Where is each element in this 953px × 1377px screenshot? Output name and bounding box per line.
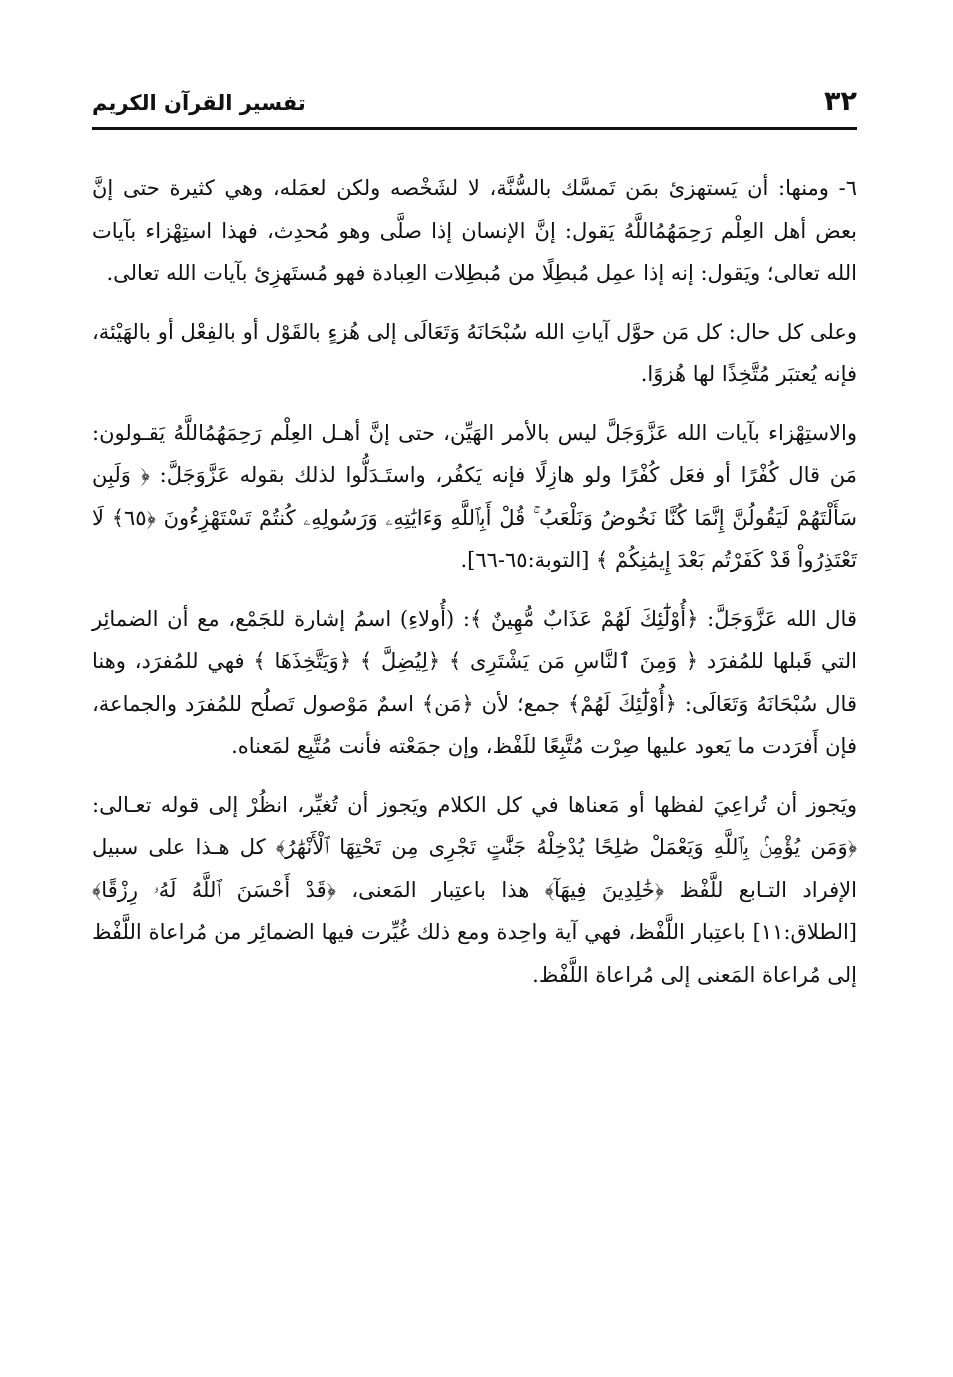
page-header [92, 84, 857, 130]
paragraph-spacer [92, 582, 857, 598]
page-body [92, 167, 857, 996]
paragraph-spacer [92, 396, 857, 412]
paragraph-3: والاستِهْزاء بآيات الله عَزَّوَجَلَّ ليس بالأمر الهَيِّن، حتى إنَّ أهـل العِلْم رَحِمَهُمُاللَّهُ يَقـولون: مَن قال كُفْرًا أو فعَل كُفْرًا ولو هازِلًا فإنه يَكفُر، واستَـدَلُّوا لذلك بقوله عَزَّوَجَلَّ: ﴿ وَلَبِن سَأَلْتَهُمْ لَيَقُولُنَّ إِنَّمَا كُنَّا نَخُوضُ وَنَلْعَبُ ۚ قُلْ أَبِٱللَّهِ وَءَايَٰتِهِۦ وَرَسُولِهِۦ كُنتُمْ تَسْتَهْزِءُونَ ﴿٦٥﴾ لَا تَعْتَذِرُواْ قَدْ كَفَرْتُم بَعْدَ إِيمَٰنِكُمْ ﴾ [التوبة:٦٥-٦٦]. [92, 420, 857, 572]
paragraph-1: ٦- ومنها: أن يَستهزئ بمَن تَمسَّك بالسُّنَّة، لا لشَخْصه ولكن لعمَله، وهي كثيرة حتى إنَّ بعض أهل العِلْم رَحِمَهُمُاللَّهُ يَقول: إنَّ الإنسان إذا صلَّى وهو مُحدِث، فهذا استِهْزاء بآيات الله تعالى؛ ويَقول: إنه إذا عمِل مُبطِلًا من مُبطِلات العِبادة فهو مُستَهزِئ بآيات الله تعالى. [92, 176, 857, 285]
paragraph-4: قال الله عَزَّوَجَلَّ: ﴿أُوْلَٰٓئِكَ لَهُمْ عَذَابٌ مُّهِينٌ ﴾: (أُولاءِ) اسمُ إشارة للجَمْع، مع أن الضمائِر التي قَبلها للمُفرَد ﴿ وَمِنَ ٱلنَّاسِ مَن يَشْتَرِى ﴾ ﴿لِيُضِلَّ ﴾ ﴿وَيَتَّخِذَهَا ﴾ فهي للمُفرَد، وهنا قال سُبْحَانَهُ وَتَعَالَى: ﴿أُوْلَٰٓئِكَ لَهُمْ﴾ جمع؛ لأن ﴿مَن﴾ اسمٌ مَوْصول تَصلُح للمُفرَد والجماعة، فإن أَفرَدت ما يَعود عليها صِرْت مُتَّبِعًا للَفْظ، وإن جمَعْته فأنت مُتَّبِع لمَعناه. [92, 606, 857, 758]
paragraph-spacer [92, 295, 857, 311]
book-title: تفسير القرآن الكريم [92, 91, 306, 115]
paragraph-2: وعلى كل حال: كل مَن حوَّل آياتِ الله سُبْحَانَهُ وَتَعَالَى إلى هُزءٍ بالقَوْل أو بالفِعْل أو بالهَيْئة، فإنه يُعتبَر مُتَّخِذًا لها هُزوًا. [92, 319, 857, 386]
paragraph-5: ويَجوز أن تُراعِيَ لفظها أو مَعناها في كل الكلام ويَجوز أن تُغيِّر، انظُرْ إلى قوله تعـالى: ﴿وَمَن يُؤْمِنۢ بِٱللَّهِ وَيَعْمَلْ صَٰلِحًا يُدْخِلْهُ جَنَّٰتٍ تَجْرِى مِن تَحْتِهَا ٱلْأَنْهَٰرُ﴾ كل هـذا على سبيل الإفراد التـابع للَّفْظ ﴿خَٰلِدِينَ فِيهَآ﴾ هذا باعتِبار المَعنى، ﴿قَدْ أَحْسَنَ ٱللَّهُ لَهُۥ رِزْقًا﴾ [الطلاق:١١] باعتِبار اللَّفْظ، فهي آية واحِدة ومع ذلك غُيِّرت فيها الضمائِر من مُراعاة اللَّفْظ إلى مُراعاة المَعنى إلى مُراعاة اللَّفْظ. [92, 792, 857, 987]
page-number: ٣٢ [824, 86, 857, 117]
paragraph-spacer [92, 768, 857, 784]
header-divider [92, 127, 857, 130]
